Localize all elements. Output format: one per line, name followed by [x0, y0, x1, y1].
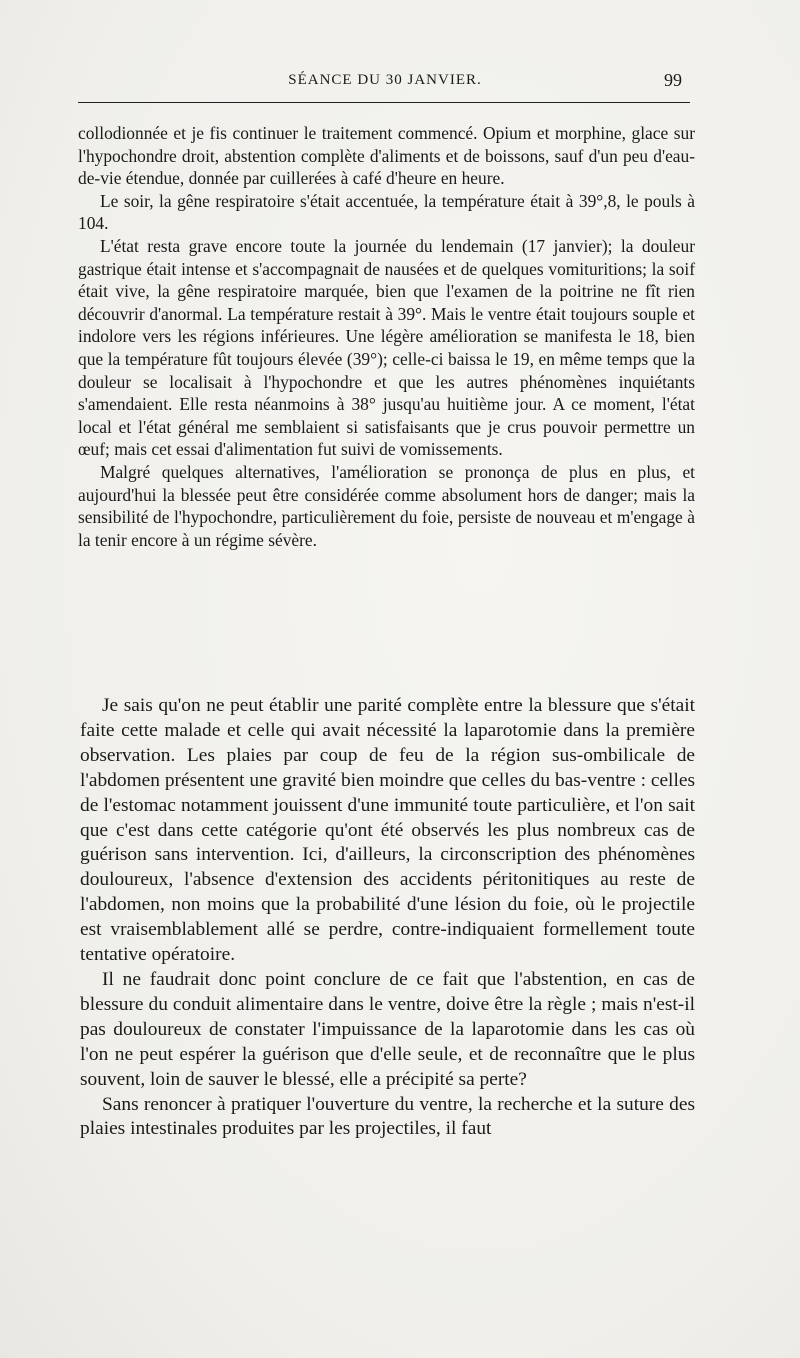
page-header — [80, 72, 690, 96]
header-rule — [78, 102, 690, 103]
paragraph: Je sais qu'on ne peut établir une parité complète entre la blessure que s'était faite cette malade et celle qui avait nécessité la laparotomie dans la première observation. Les plaies par coup de feu de la région sus-ombilicale de l'abdomen présentent une gravité bien moindre que celles du bas-ventre : celles de l'estomac notamment jouissent d'une immunité toute particulière, et l'on sait que c'est dans cette catégorie qu'ont été observés les plus nombreux cas de guérison sans intervention. Ici, d'ailleurs, la circonscription des phénomènes douloureux, l'absence d'extension des accidents péritonitiques au reste de l'abdomen, non moins que la probabilité d'une lésion du foie, où le projectile est vraisemblablement allé se perdre, contre-indiquaient formellement toute tentative opératoire. — [80, 695, 695, 966]
paragraph: L'état resta grave encore toute la journée du lendemain (17 janvier); la douleur gastrique était intense et s'accompagnait de nausées et de quelques vomituritions; la soif était vive, la gêne respiratoire marquée, bien que l'examen de la poitrine ne fît rien découvrir d'anormal. La température restait à 39°. Mais le ventre était toujours souple et indolore vers les régions inférieures. Une légère amélioration se manifesta le 18, bien que la température fût toujours élevée (39°); celle-ci baissa le 19, en même temps que la douleur se localisait à l'hypochondre et que les autres phénomènes inquiétants s'amendaient. Elle resta néanmoins à 38° jusqu'au huitième jour. A ce moment, l'état local et l'état général me semblaient si satisfaisants que je crus pouvoir permettre un œuf; mais cet essai d'alimentation fut suivi de vomissements. — [78, 235, 695, 460]
paragraph: Sans renoncer à pratiquer l'ouverture du ventre, la recherche et la suture des plaies intestinales produites par les projectiles, il faut — [80, 1093, 695, 1140]
case-report-block — [78, 122, 695, 551]
paragraph: Il ne faudrait donc point conclure de ce fait que l'abstention, en cas de blessure du conduit alimentaire dans le ventre, doive être la règle ; mais n'est-il pas douloureux de constater l'impuissance de la laparotomie dans les cas où l'on ne peut espérer la guérison que d'elle seule, et de reconnaître que le plus souvent, loin de sauver le blessé, elle a précipité sa perte? — [80, 968, 695, 1090]
paragraph: Malgré quelques alternatives, l'amélioration se prononça de plus en plus, et aujourd'hui la blessée peut être considérée comme absolument hors de danger; mais la sensibilité de l'hypochondre, particulièrement du foie, persiste de nouveau et m'engage à la tenir encore à un régime sévère. — [78, 461, 695, 550]
paragraph: collodionnée et je fis continuer le traitement commencé. Opium et morphine, glace sur l'hypochondre droit, abstention complète d'aliments et de boissons, sauf d'un peu d'eau-de-vie étendue, donnée par cuillerées à café d'heure en heure. — [78, 123, 695, 189]
paragraph: Le soir, la gêne respiratoire s'était accentuée, la température était à 39°,8, le pouls à 104. — [78, 190, 695, 234]
page-number: 99 — [664, 70, 682, 90]
running-title: SÉANCE DU 30 JANVIER. — [288, 72, 482, 88]
discussion-block — [80, 694, 695, 1142]
